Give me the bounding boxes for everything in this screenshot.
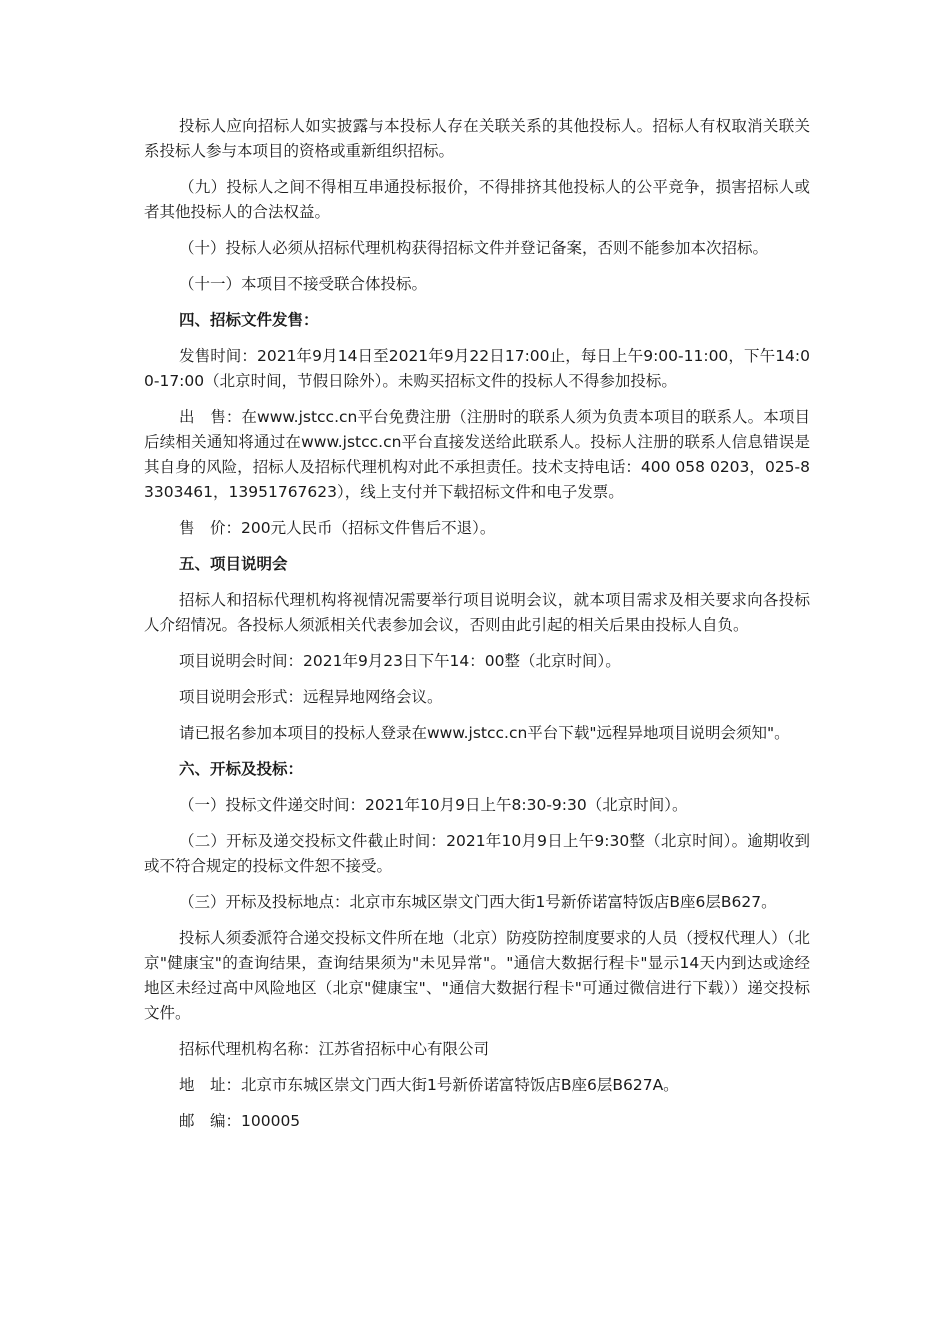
paragraph-bid-deadline: （二）开标及递交投标文件截止时间：2021年10月9日上午9:30整（北京时间）。逾期收到或不符合规定的投标文件恕不接受。 [144,832,810,875]
paragraph-sale-time: 发售时间：2021年9月14日至2021年9月22日17:00止，每日上午9:00-11:00，下午14:00-17:00（北京时间，节假日除外）。未购买招标文件的投标人不得参加投标。 [144,347,810,390]
paragraph-item-9: （九）投标人之间不得相互串通投标报价，不得排挤其他投标人的公平竞争，损害招标人或者其他投标人的合法权益。 [144,178,810,221]
paragraph-bid-location: （三）开标及投标地点：北京市东城区崇文门西大街1号新侨诺富特饭店B座6层B627。 [179,893,777,911]
paragraph-briefing-form: 项目说明会形式：远程异地网络会议。 [179,688,443,706]
paragraph-postcode: 邮 编：100005 [179,1112,301,1130]
paragraph-item-10: （十）投标人必须从招标代理机构获得招标文件并登记备案，否则不能参加本次招标。 [179,239,769,257]
paragraph-item-11: （十一）本项目不接受联合体投标。 [179,275,428,293]
paragraph-briefing-download: 请已报名参加本项目的投标人登录在www.jstcc.cn平台下载"远程异地项目说明会须知"。 [179,724,790,742]
paragraph-epidemic-requirements: 投标人须委派符合递交投标文件所在地（北京）防疫防控制度要求的人员（授权代理人）（北京"健康宝"的查询结果，查询结果须为"未见异常"。"通信大数据行程卡"显示14天内到达或途经地区未经过高中风险地区（北京"健康宝"、"通信大数据行程卡"可通过微信进行下载））递交投标文件。 [144,929,810,1022]
paragraph-briefing-time: 项目说明会时间：2021年9月23日下午14：00整（北京时间）。 [179,652,621,670]
section-heading-5: 五、项目说明会 [179,555,288,573]
paragraph-agency-name: 招标代理机构名称：江苏省招标中心有限公司 [179,1040,490,1058]
paragraph-briefing-intro: 招标人和招标代理机构将视情况需要举行项目说明会议，就本项目需求及相关要求向各投标人介绍情况。各投标人须派相关代表参加会议，否则由此引起的相关后果由投标人自负。 [144,591,810,634]
section-heading-4: 四、招标文件发售： [179,311,319,329]
paragraph-agency-address: 地 址：北京市东城区崇文门西大街1号新侨诺富特饭店B座6层B627A。 [179,1076,679,1094]
paragraph-bid-submit-time: （一）投标文件递交时间：2021年10月9日上午8:30-9:30（北京时间）。 [179,796,688,814]
paragraph-related-party-disclosure: 投标人应向招标人如实披露与本投标人存在关联关系的其他投标人。招标人有权取消关联关系投标人参与本项目的资格或重新组织招标。 [144,117,810,160]
section-heading-6: 六、开标及投标： [179,760,304,778]
paragraph-sale-price: 售 价：200元人民币（招标文件售后不退）。 [179,519,496,537]
paragraph-sale-method: 出 售：在www.jstcc.cn平台免费注册（注册时的联系人须为负责本项目的联系人。本项目后续相关通知将通过在www.jstcc.cn平台直接发送给此联系人。投标人注册的联系人信息错误是其自身的风险，招标人及招标代理机构对此不承担责任。技术支持电话：400 058 0203，025-83303461，13951767623），线上支付并下载招标文件和电子发票。 [144,408,810,501]
